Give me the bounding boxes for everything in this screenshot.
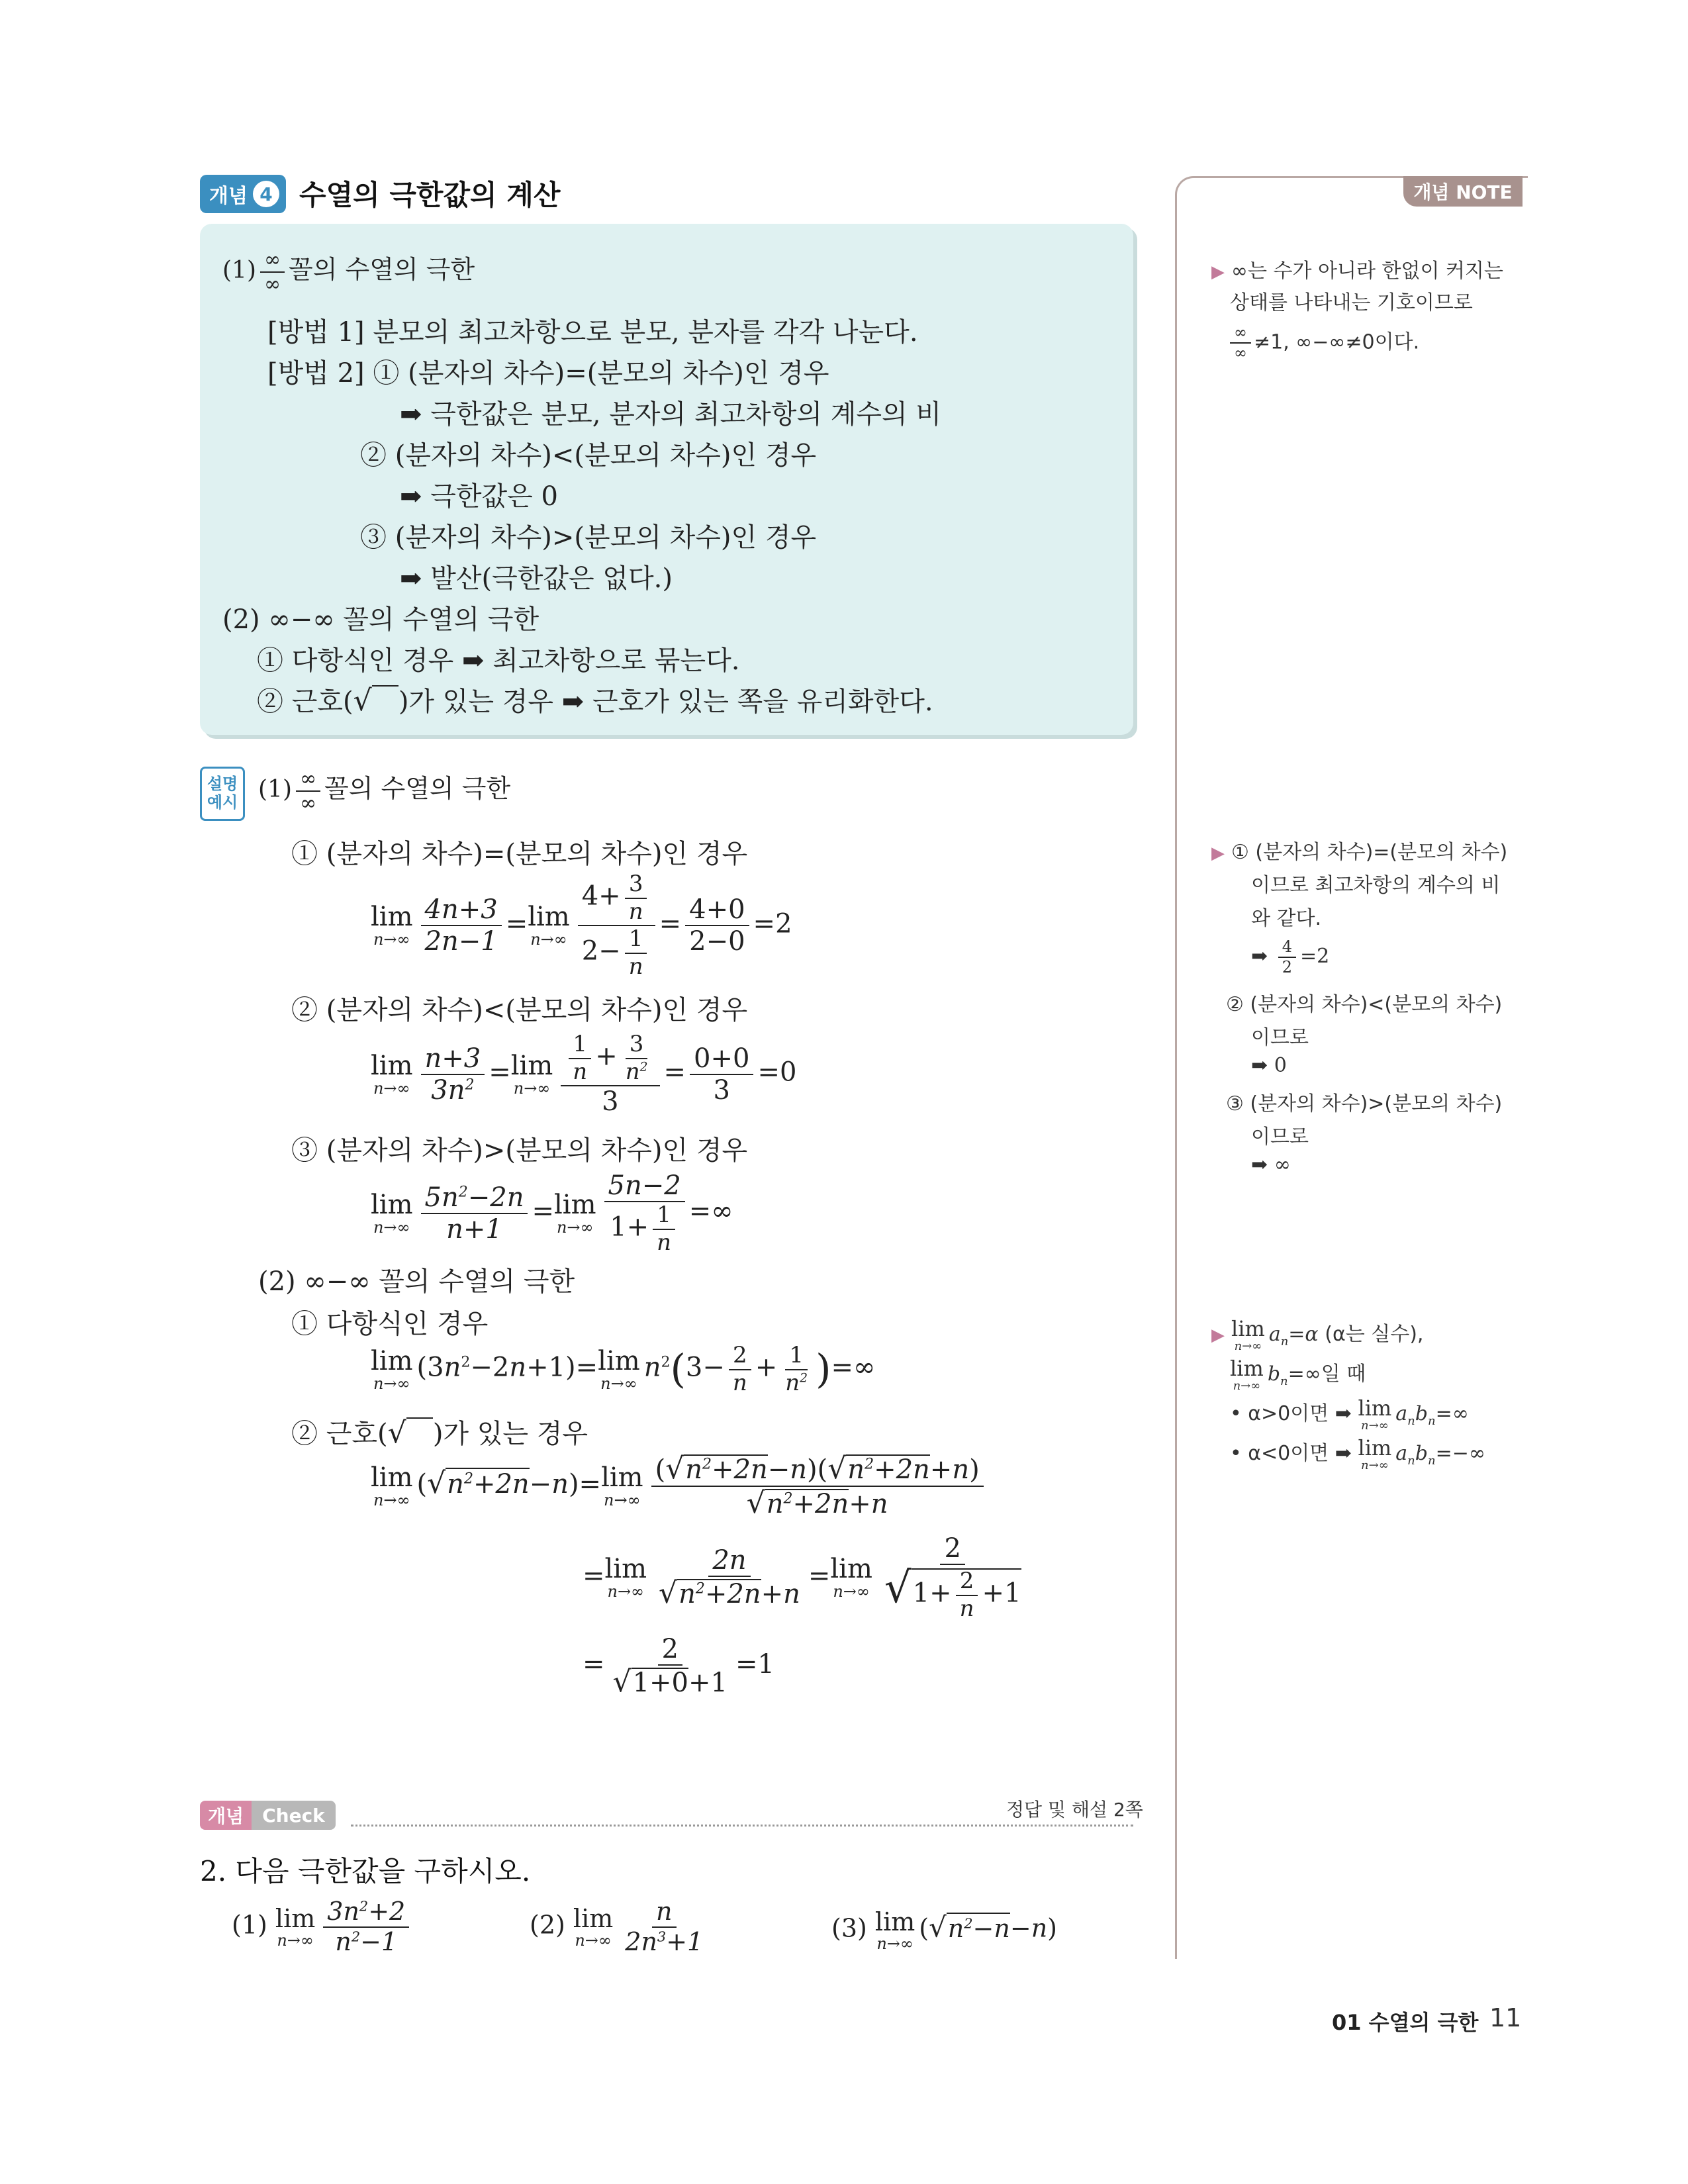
arrow-right-icon: ➡: [1251, 1153, 1268, 1176]
arrow-right-icon: ➡: [400, 563, 422, 594]
badge-number: 4: [253, 181, 279, 207]
check-problem-3: (3) lim n→∞ $(√n^2-n-n)$: [831, 1907, 1057, 1953]
note-3-line4: • α<0이면 ➡ lim n→∞ $a_nb_n=-\infty$: [1230, 1435, 1485, 1472]
example-eq1: lim n→∞ $\frac{4n+3}{2n-1}$ = lim n→∞ 4+ $\frac{3}{n}$ 2− $\frac{1}{n}$ = $\frac{4+0}{2-0}$ =2: [371, 871, 792, 980]
note-1-line3: $\frac{\infty}{\infty}$ ≠1, ∞−∞≠0이다.: [1230, 324, 1419, 361]
note-2-line1: ▶ ① (분자의 차수)=(분모의 차수): [1211, 841, 1508, 864]
check-problem-2: (2) lim n→∞ $\frac{n}{2n^3+1}$: [530, 1897, 704, 1956]
arrow-right-icon: ➡: [400, 399, 422, 430]
arrow-right-icon: ➡: [400, 481, 422, 512]
note-3-line3: • α>0이면 ➡ lim n→∞ $a_nb_n=\infty$: [1230, 1396, 1469, 1433]
note-1-line1: ▶ ∞는 수가 아니라 한없이 커지는: [1211, 260, 1503, 283]
note-panel-frame: [1175, 176, 1528, 1959]
arrow-right-icon: ➡: [1251, 945, 1268, 969]
note-2-line3: 와 같다.: [1251, 907, 1322, 930]
concept-method2a-result: ➡ 극한값은 분모, 분자의 최고차항의 계수의 비: [400, 399, 942, 430]
concept-item2a: ① 다항식인 경우 ➡ 최고차항으로 묶는다.: [257, 645, 740, 676]
note-1-line2: 상태를 나타내는 기호이므로: [1230, 291, 1473, 314]
explain-case1: ① (분자의 차수)=(분모의 차수)인 경우: [291, 839, 748, 869]
note-2-line2: 이므로 최고차항의 계수의 비: [1251, 874, 1501, 897]
concept-item2: (2) ∞−∞ 꼴의 수열의 극한: [222, 604, 539, 635]
concept-method2c-result: ➡ 발산(극한값은 없다.): [400, 563, 673, 594]
explain-item2: (2) ∞−∞ 꼴의 수열의 극한: [258, 1266, 575, 1297]
example-eq5-line3: = $\frac{2}{√1+0+1}$ =1: [583, 1634, 774, 1699]
explain-case2: ② (분자의 차수)<(분모의 차수)인 경우: [291, 995, 748, 1025]
note-2-line4: ➡ $\frac{4}{2}$ =2: [1251, 937, 1330, 977]
page-number: 11: [1489, 2003, 1522, 2032]
arrow-right-icon: ➡: [561, 687, 585, 717]
footer-chapter: 01 수열의 극한: [1332, 2010, 1479, 2035]
note-3-line2: lim n→∞ $b_n=\infty$일 때: [1230, 1356, 1366, 1393]
check-dotted-rule: [351, 1825, 1133, 1827]
concept-item1: (1) $\frac{\infty}{\infty}$ 꼴의 수열의 극한: [222, 248, 475, 296]
answer-reference: 정답 및 해설 2쪽: [1006, 1799, 1143, 1821]
explain-item1: (1) $\frac{\infty}{\infty}$ 꼴의 수열의 극한: [258, 767, 511, 815]
note-2-line10: ➡ ∞: [1251, 1153, 1291, 1176]
check-problem: 2. 다음 극한값을 구하시오.: [200, 1855, 531, 1887]
page-title: 수열의 극한값의 계산: [299, 179, 561, 211]
example-eq3: lim n→∞ $\frac{5n^2-2n}{n+1}$ = lim n→∞ 5n−2 1+ $\frac{1}{n}$ =∞: [371, 1170, 733, 1256]
explain-case3: ③ (분자의 차수)>(분모의 차수)인 경우: [291, 1135, 748, 1166]
triangle-bullet-icon: ▶: [1211, 262, 1225, 282]
explain-case4: ① 다항식인 경우: [291, 1309, 489, 1339]
note-2-line9: 이므로: [1251, 1125, 1309, 1149]
example-eq2: lim n→∞ $\frac{n+3}{3n^2}$ = lim n→∞ $\frac{1}{n}$ + $\frac{3}{n^2}$ 3 = $\frac{0+0}{3}$ =0: [371, 1031, 797, 1117]
example-eq5-line2: = lim n→∞ $\frac{2n}{√n^2+2n+n}$ = lim n→∞ 2 √1+ $\frac{2}{n}$ +1: [583, 1533, 1021, 1622]
note-2-line5: ② (분자의 차수)<(분모의 차수): [1226, 993, 1503, 1016]
note-panel-label: 개념 NOTE: [1403, 176, 1523, 207]
example-eq5-line1: lim n→∞ $(√n^2+2n-n)=$ lim n→∞ $\frac{(√n^2+2n-n)(√n^2+2n+n)}{√n^2+2n+n}$: [371, 1454, 988, 1519]
check-problem-1: (1) lim n→∞ $\frac{3n^2+2}{n^2-1}$: [232, 1899, 413, 1956]
concept-method2b-result: ➡ 극한값은 0: [400, 481, 558, 512]
concept-method2b: ② (분자의 차수)<(분모의 차수)인 경우: [360, 440, 817, 471]
concept-method1: [방법 1] 분모의 최고차항으로 분모, 분자를 각각 나눈다.: [267, 317, 918, 348]
concept-item2b: ② 근호(√ )가 있는 경우 ➡ 근호가 있는 쪽을 유리화한다.: [257, 684, 933, 718]
arrow-right-icon: ➡: [1335, 1442, 1352, 1465]
triangle-bullet-icon: ▶: [1211, 843, 1225, 863]
triangle-bullet-icon: ▶: [1211, 1325, 1225, 1345]
arrow-right-icon: ➡: [462, 645, 485, 676]
note-2-line6: 이므로: [1251, 1026, 1309, 1049]
check-badge: 개념 Check: [200, 1801, 336, 1830]
note-2-line8: ③ (분자의 차수)>(분모의 차수): [1226, 1092, 1503, 1116]
arrow-right-icon: ➡: [1251, 1054, 1268, 1077]
badge-label: 개념: [209, 185, 248, 208]
concept-badge: [200, 175, 286, 213]
concept-method2c: ③ (분자의 차수)>(분모의 차수)인 경우: [360, 522, 817, 553]
note-2-line7: ➡ 0: [1251, 1054, 1287, 1077]
note-3-line1: ▶ lim n→∞ $a_n=\alpha$ (α는 실수),: [1211, 1316, 1424, 1353]
arrow-right-icon: ➡: [1335, 1402, 1352, 1425]
concept-method2a: [방법 2] ① (분자의 차수)=(분모의 차수)인 경우: [267, 358, 829, 389]
explain-case5: ② 근호(√ )가 있는 경우: [291, 1416, 588, 1450]
example-eq4: lim n→∞ $(3n^2-2n+1)=$ lim n→∞ $n^2(3-$ $\frac{2}{n}$ + $\frac{1}{n^2}$ )=∞: [371, 1342, 876, 1396]
explain-badge: 설명 예시: [200, 767, 245, 821]
